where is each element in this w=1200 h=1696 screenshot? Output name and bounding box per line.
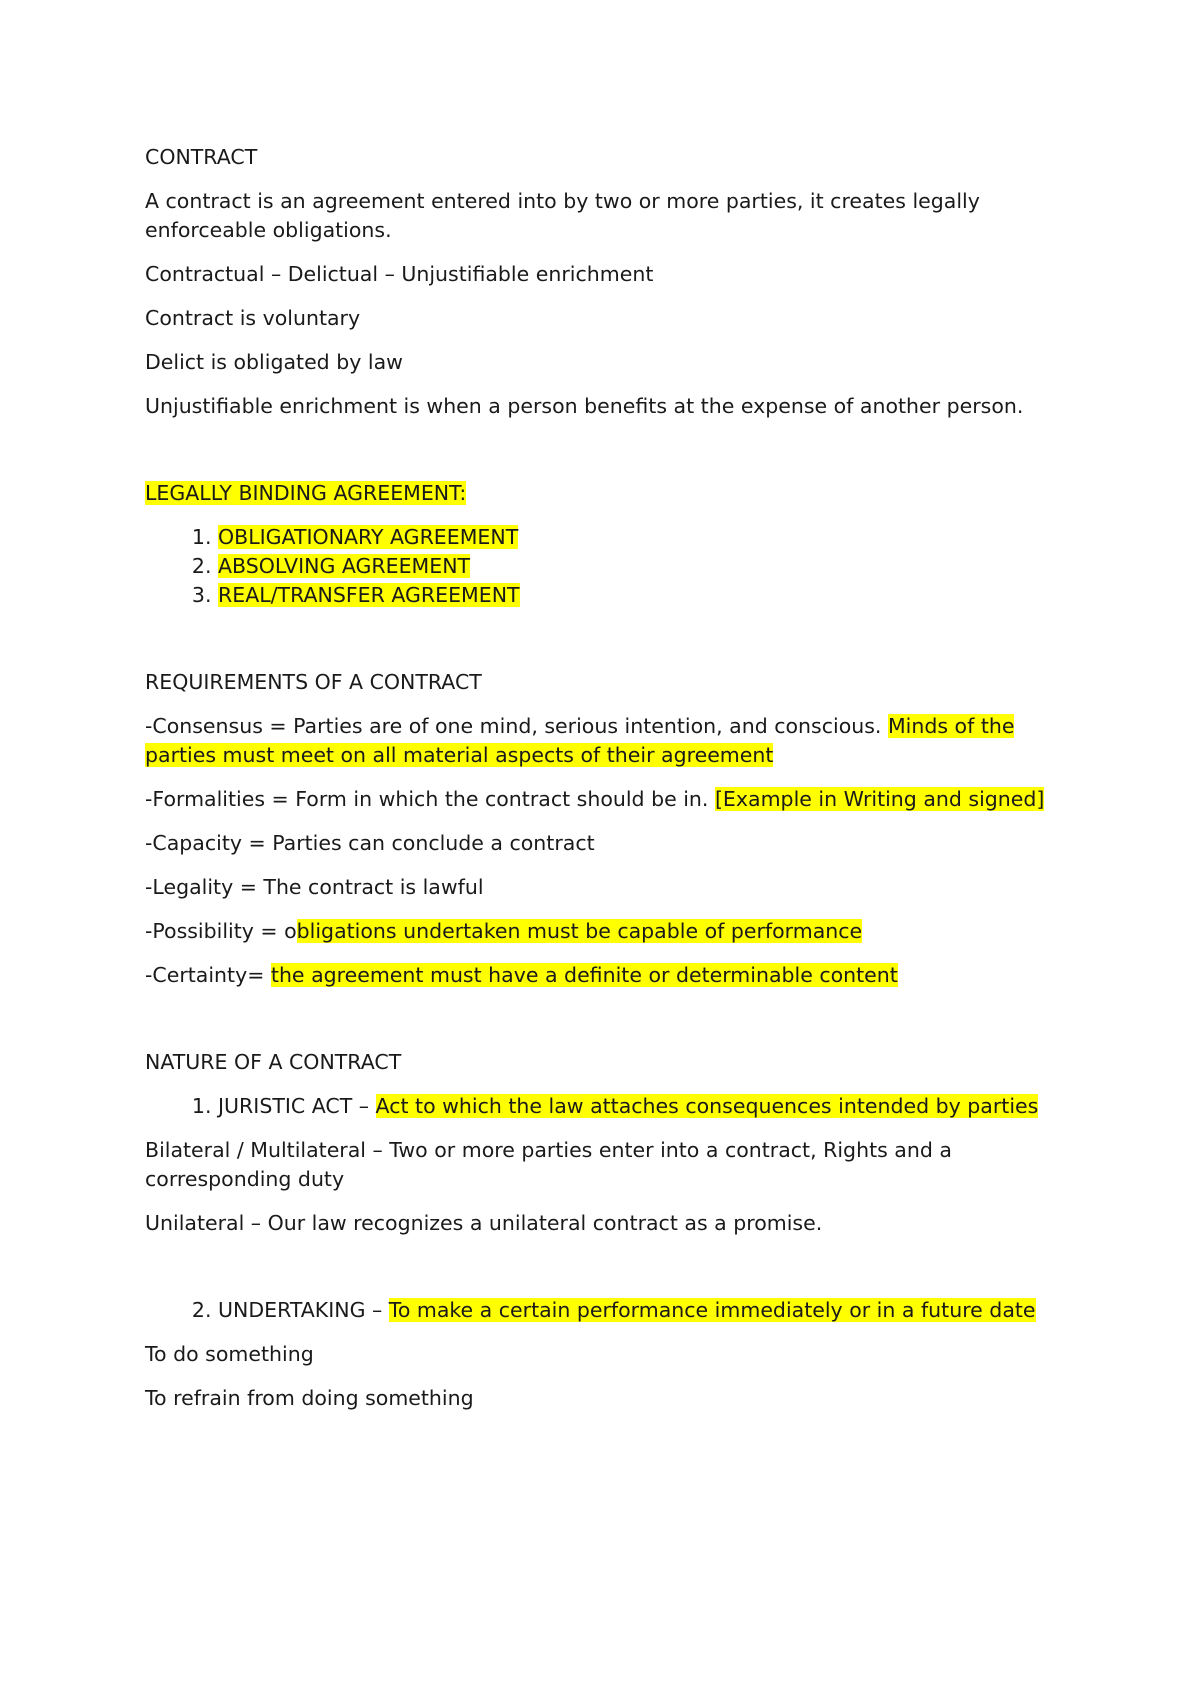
nature-unilateral: Unilateral – Our law recognizes a unilateral contract as a promise.	[145, 1211, 823, 1235]
binding-item-2: ABSOLVING AGREEMENT	[218, 554, 471, 578]
req-legality: -Legality = The contract is lawful	[145, 875, 484, 899]
requirements-heading: REQUIREMENTS OF A CONTRACT	[145, 670, 482, 694]
req-consensus	[145, 712, 1070, 770]
contract-definition: A contract is an agreement entered into by two or more parties, it creates legally enforceable obligations.	[145, 189, 980, 242]
req-possibility-highlight: bligations undertaken must be capable of performance	[296, 919, 863, 943]
obligation-types: Contractual – Delictual – Unjustifiable enrichment	[145, 262, 654, 286]
nature-item-2-text: UNDERTAKING –	[218, 1298, 389, 1322]
req-possibility-text: -Possibility = o	[145, 919, 297, 943]
contract-voluntary: Contract is voluntary	[145, 306, 361, 330]
req-capacity: -Capacity = Parties can conclude a contract	[145, 831, 595, 855]
req-formalities-highlight: [Example in Writing and signed]	[714, 787, 1045, 811]
nature-item-1-text: JURISTIC ACT –	[218, 1094, 376, 1118]
req-formalities-text: -Formalities = Form in which the contract should be in.	[145, 787, 715, 811]
enrichment-definition: Unjustifiable enrichment is when a person benefits at the expense of another person.	[145, 394, 1024, 418]
list-item	[218, 1296, 1070, 1325]
binding-heading	[145, 479, 1070, 508]
binding-list	[145, 523, 1070, 610]
list-item	[218, 1092, 1070, 1121]
nature-list-1	[145, 1092, 1070, 1121]
req-formalities	[145, 785, 1070, 814]
req-certainty-highlight: the agreement must have a definite or determinable content	[270, 963, 898, 987]
binding-item-3: REAL/TRANSFER AGREEMENT	[218, 583, 520, 607]
list-item	[218, 552, 1070, 581]
req-consensus-highlight: Minds of the parties must meet on all material aspects of their agreement	[145, 714, 1015, 767]
req-certainty-text: -Certainty=	[145, 963, 271, 987]
document-page	[145, 143, 1070, 1428]
delict-law: Delict is obligated by law	[145, 350, 403, 374]
nature-to-do: To do something	[145, 1342, 314, 1366]
doc-title: CONTRACT	[145, 145, 258, 169]
req-certainty	[145, 961, 1070, 990]
nature-bilateral: Bilateral / Multilateral – Two or more parties enter into a contract, Rights and a corresponding duty	[145, 1138, 952, 1191]
nature-item-2-highlight: To make a certain performance immediately or in a future date	[388, 1298, 1036, 1322]
req-consensus-text: -Consensus = Parties are of one mind, serious intention, and conscious.	[145, 714, 888, 738]
nature-list-2	[145, 1296, 1070, 1325]
req-possibility	[145, 917, 1070, 946]
nature-item-1-highlight: Act to which the law attaches consequences intended by parties	[375, 1094, 1039, 1118]
nature-heading: NATURE OF A CONTRACT	[145, 1050, 402, 1074]
nature-to-refrain: To refrain from doing something	[145, 1386, 474, 1410]
binding-item-1: OBLIGATIONARY AGREEMENT	[218, 525, 519, 549]
list-item	[218, 523, 1070, 552]
list-item	[218, 581, 1070, 610]
binding-heading-text: LEGALLY BINDING AGREEMENT:	[145, 481, 467, 505]
